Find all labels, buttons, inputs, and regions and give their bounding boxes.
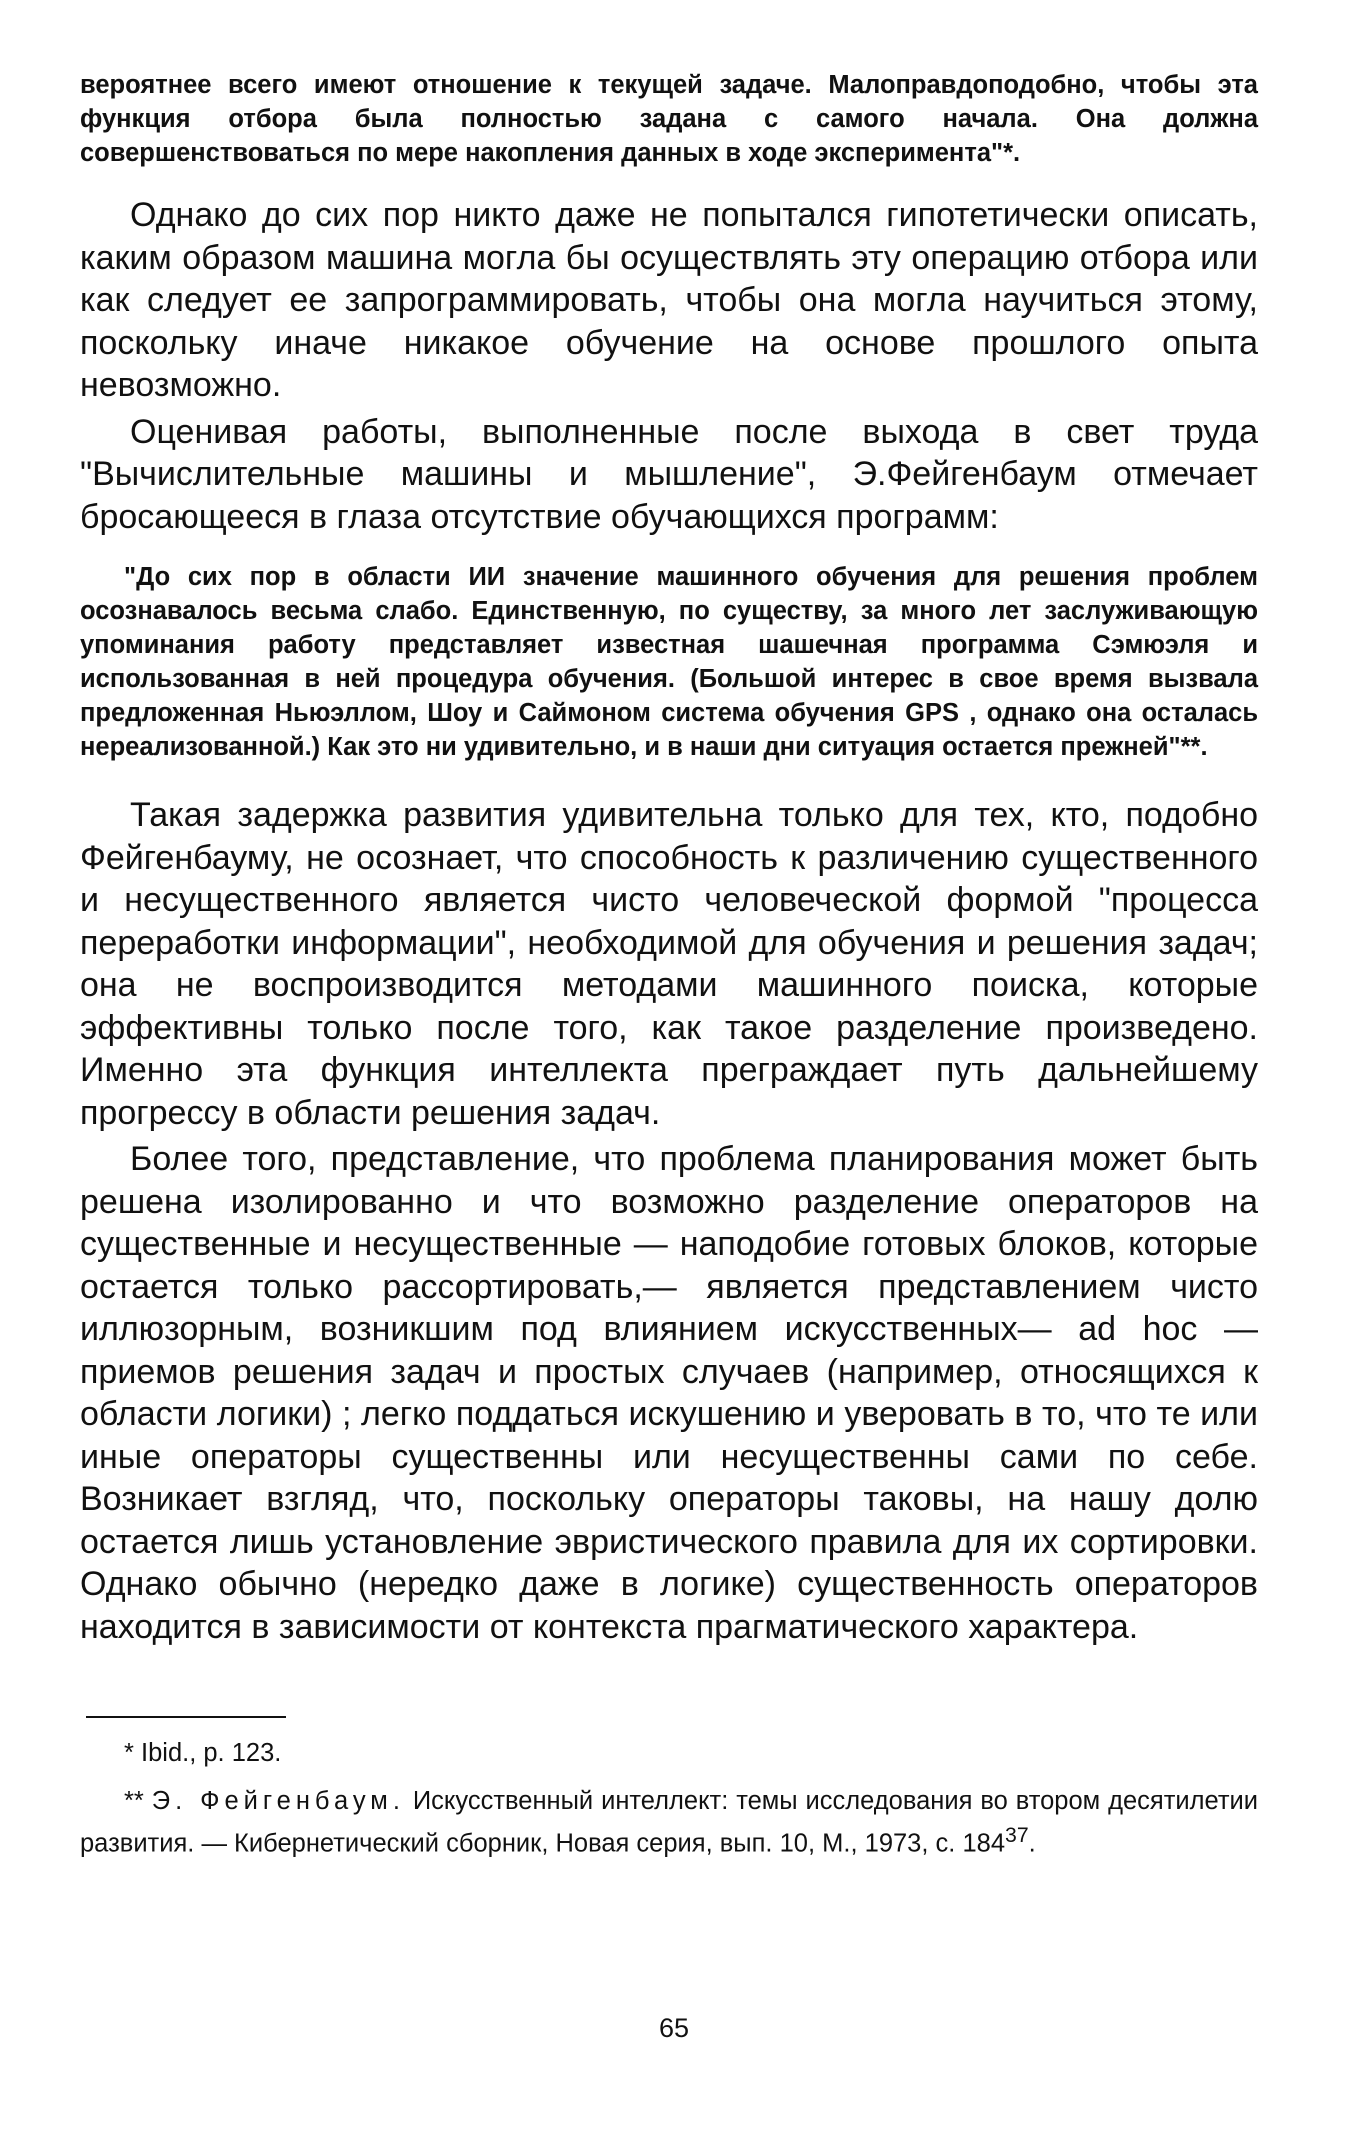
footnote-2-reference: 37 bbox=[1005, 1823, 1029, 1847]
footnote-2 bbox=[80, 1784, 1258, 1861]
paragraph-3: Такая задержка развития удивительна только для тех, кто, подобно Фейгенбауму, не осознает, что способность к различению существенного и несущественного является чисто человеческой формой "процесса переработки информации", необходимой для обучения и решения задач; она не воспроизводится методами машинного поиска, которые эффективны только после того, как такое разделение произведено. Именно эта функция интеллекта преграждает путь дальнейшему прогрессу в области решения задач. bbox=[80, 796, 1258, 1132]
footnote-divider bbox=[86, 1716, 286, 1718]
page-number: 65 bbox=[658, 2013, 690, 2043]
page-content bbox=[80, 68, 1258, 1861]
footnote-2-marker: ** bbox=[124, 1787, 144, 1815]
footnote-2-author: Э. Фейгенбаум. bbox=[151, 1787, 405, 1815]
paragraph-1: Однако до сих пор никто даже не попытался гипотетически описать, каким образом машина могла бы осуществлять эту операцию отбора или как следует ее запрограммировать, чтобы она могла научиться этому, поскольку иначе никакое обучение на основе прошлого опыта невозможно. bbox=[80, 196, 1258, 404]
footnote-1: * Ibid., p. 123. bbox=[124, 1739, 282, 1767]
block-quote-feigenbaum: "До сих пор в области ИИ значение машинного обучения для решения проблем осознавалось весьма слабо. Единственную, по существу, за много лет заслуживающую упоминания работу представляет известная шашечная программа Сэмюэля и использованная в ней процедура обучения. (Большой интерес в свое время вызвала предложенная Ньюэллом, Шоу и Саймоном система обучения GPS , однако она осталась нереализованной.) Как это ни удивительно, и в наши дни ситуация остается прежней"**. bbox=[80, 563, 1258, 761]
quote-continuation: вероятнее всего имеют отношение к текущей задаче. Малоправдоподобно, чтобы эта функция отбора была полностью задана с самого начала. Она должна совершенствоваться по мере накопления данных в ходе эксперимента"*. bbox=[80, 71, 1258, 167]
footnote-2-end: . bbox=[1028, 1829, 1036, 1858]
paragraph-2: Оценивая работы, выполненные после выхода в свет труда "Вычислительные машины и мышление", Э.Фейгенбаум отмечает бросающееся в глаза отсутствие обучающихся программ: bbox=[80, 412, 1258, 536]
footnote-2-text: Искусственный интеллект: темы исследования во втором десятилетии развития. — Кибернетический сборник, Новая серия, вып. 10, М., 1973, с. 184 bbox=[80, 1787, 1258, 1858]
paragraph-4: Более того, представление, что проблема планирования может быть решена изолированно и что возможно разделение операторов на существенные и несущественные — наподобие готовых блоков, которые остается только рассортировать,— является представлением чисто иллюзорным, возникшим под влиянием искусственных— ad hoc — приемов решения задач и простых случаев (например, относящихся к области логики) ; легко поддаться искушению и уверовать в то, что те или иные операторы существенны или несущественны сами по себе. Возникает взгляд, что, поскольку операторы таковы, на нашу долю остается лишь установление эвристического правила для их сортировки. Однако обычно (нередко даже в логике) существенность операторов находится в зависимости от контекста прагматического характера. bbox=[80, 1140, 1258, 1646]
